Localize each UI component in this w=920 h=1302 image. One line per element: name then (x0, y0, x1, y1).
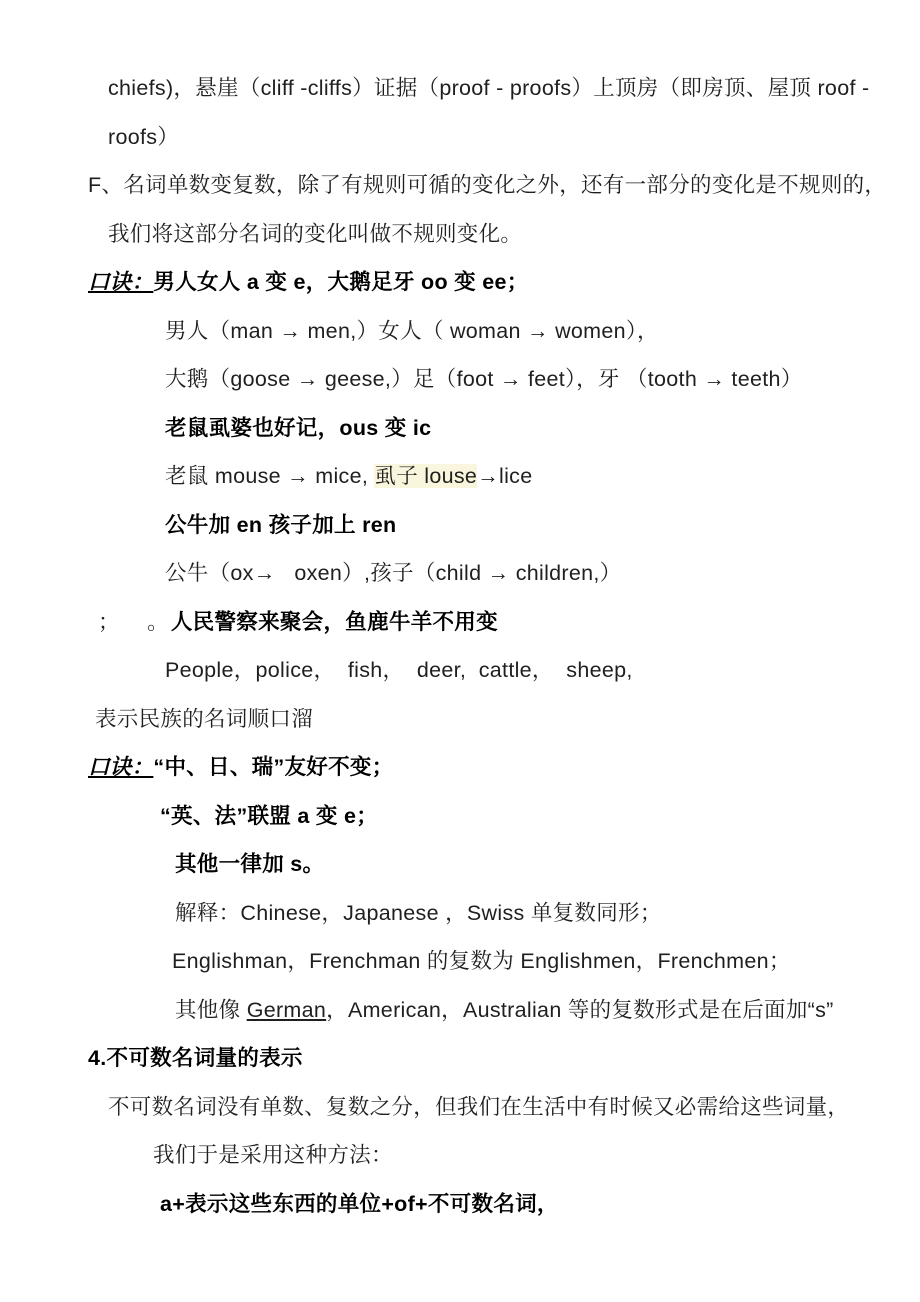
text-line (0, 404, 920, 453)
text-line (0, 210, 920, 259)
text-segment: 公牛加 en 孩子加上 ren (165, 512, 397, 537)
text-segment: 表示民族的名词顺口溜 (95, 706, 314, 731)
text-line (0, 1083, 920, 1132)
text-line (0, 1131, 920, 1180)
text-line (0, 937, 920, 986)
text-line (0, 743, 920, 792)
text-segment: ； (98, 609, 110, 634)
text-segment: 不可数名词没有单数、复数之分，但我们在生活中有时候又必需给这些词量， (108, 1094, 850, 1119)
text-line (0, 501, 920, 550)
text-segment: People，police， fish， deer, cattle， sheep, (165, 658, 633, 682)
text-segment: 公牛（ox→ oxen）,孩子（child → children,） (165, 561, 622, 585)
text-segment: 。 (147, 609, 169, 634)
text-segment: 其他像 (175, 997, 247, 1022)
text-segment: 大鹅（goose → geese,）足（foot → feet），牙 （tooth → teeth） (165, 367, 803, 391)
text-line (0, 355, 920, 404)
text-segment: F、名词单数变复数，除了有规则可循的变化之外，还有一部分的变化是不规则的， (88, 173, 887, 197)
text-line (0, 258, 920, 307)
text-segment: German (246, 997, 327, 1022)
text-segment: 老鼠虱婆也好记，ous 变 ic (165, 415, 432, 440)
text-segment: 口诀： (88, 270, 154, 294)
text-segment: 其他一律加 s。 (175, 852, 325, 876)
text-line (0, 452, 920, 501)
text-segment: 我们于是采用这种方法： (153, 1143, 393, 1167)
text-segment: 我们将这部分名词的变化叫做不规则变化。 (108, 221, 523, 246)
text-segment: 解释：Chinese，Japanese ，Swiss 单复数同形； (175, 900, 662, 925)
text-segment: chiefs)，悬崖（cliff -cliffs）证据（proof - proofs）上顶房（即房顶、屋顶 roof - (108, 76, 870, 100)
text-segment: →lice (477, 464, 533, 488)
text-segment: roofs） (108, 124, 180, 149)
text-line (0, 986, 920, 1035)
text-line (0, 113, 920, 162)
text-segment: 虱子 louse (374, 464, 478, 488)
text-segment: “中、日、瑞”友好不变； (153, 755, 394, 779)
text-segment: 人民警察来聚会，鱼鹿牛羊不用变 (170, 609, 498, 634)
text-line (0, 1034, 920, 1083)
text-line (0, 549, 920, 598)
text-segment: 老鼠 mouse → mice, (165, 464, 375, 488)
text-segment: a+表示这些东西的单位+of+不可数名词， (160, 1191, 559, 1216)
text-line (0, 1180, 920, 1229)
text-line (0, 840, 920, 889)
text-line (0, 161, 920, 210)
text-segment: 男人（man → men,）女人（ woman → women）， (165, 318, 659, 343)
text-segment: 男人女人 a 变 e，大鹅足牙 oo 变 ee； (153, 270, 529, 294)
text-line (0, 695, 920, 744)
text-line (0, 64, 920, 113)
text-segment: ，American，Australian 等的复数形式是在后面加“s” (326, 997, 834, 1022)
text-segment: “英、法”联盟 a 变 e； (160, 803, 379, 828)
text-segment: 4.不可数名词量的表示 (88, 1046, 303, 1070)
text-line (0, 646, 920, 695)
text-line (0, 792, 920, 841)
text-line (0, 598, 920, 647)
text-line (0, 889, 920, 938)
text-line (0, 307, 920, 356)
text-segment: 口诀： (88, 755, 154, 779)
text-segment: Englishman，Frenchman 的复数为 Englishmen，Frenchmen； (172, 949, 791, 973)
